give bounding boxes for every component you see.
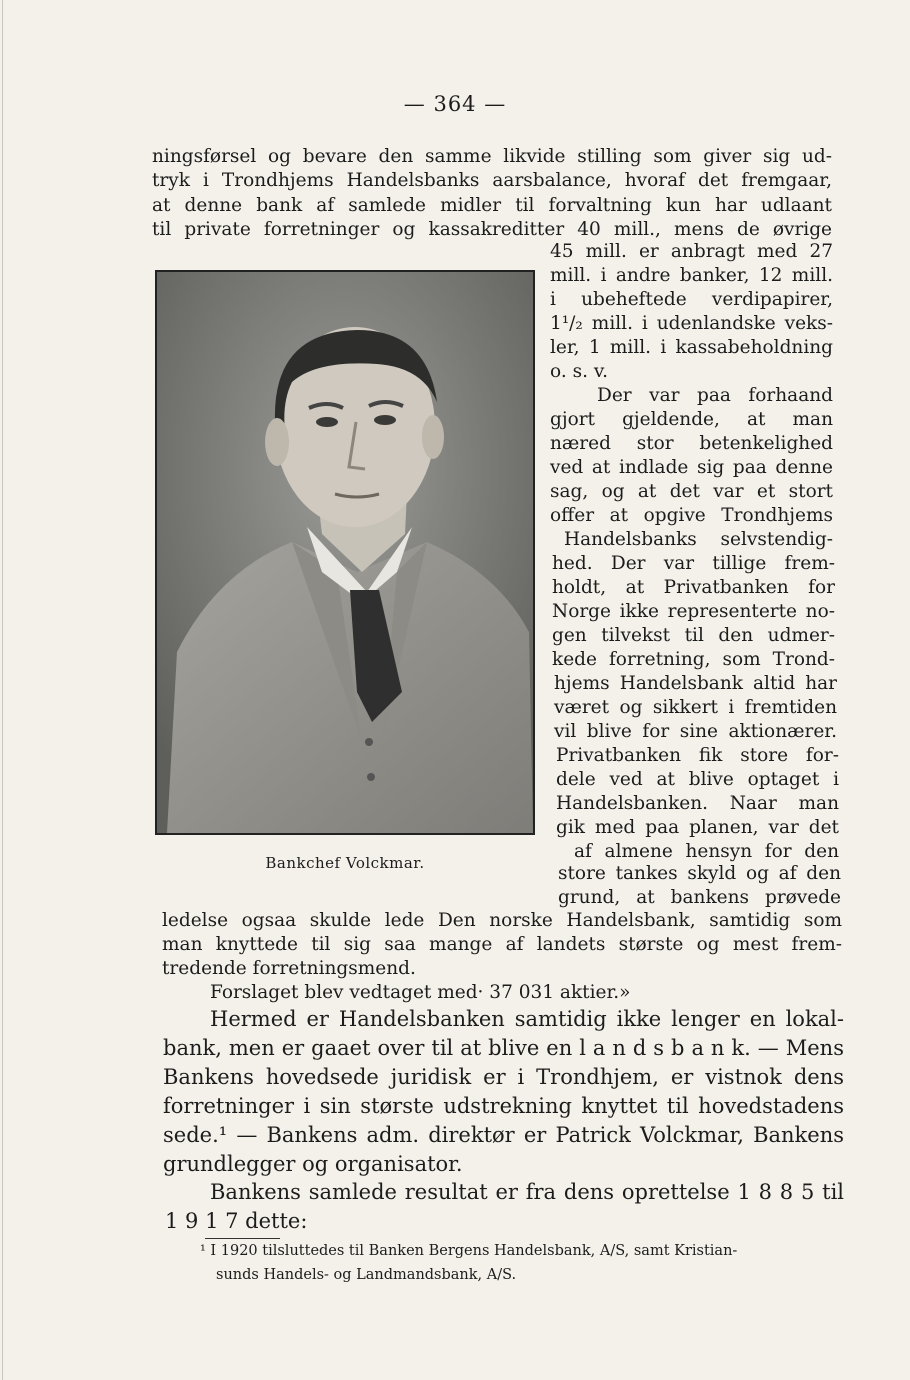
body-line: Hermed er Handelsbanken samtidig ikke lenger en lokal-	[210, 1007, 844, 1031]
paragraph-line: ledelse ogsaa skulde lede Den norske Handelsbank, samtidig som	[162, 910, 842, 931]
side-line: næred stor betenkelighed	[550, 433, 833, 454]
side-line: hjems Handelsbank altid har	[554, 673, 837, 694]
side-line: af almene hensyn for den	[574, 841, 839, 862]
portrait-photo	[155, 270, 535, 835]
side-line: holdt, at Privatbanken for	[552, 577, 835, 598]
side-line: været og sikkert i fremtiden	[554, 697, 837, 718]
side-line: gik med paa planen, var det	[556, 817, 839, 838]
side-line: 1¹/₂ mill. i udenlandske veks-	[550, 313, 833, 334]
side-line: offer at opgive Trondhjems	[550, 505, 833, 526]
side-line: ved at indlade sig paa denne	[550, 457, 833, 478]
side-line: 45 mill. er anbragt med 27	[550, 241, 833, 262]
side-line: i ubeheftede verdipapirer,	[550, 289, 833, 310]
body-line: 1 9 1 7 dette:	[165, 1209, 308, 1233]
vote-line: Forslaget blev vedtaget med· 37 031 aktier.»	[210, 982, 631, 1003]
paragraph-line: tredende forretningsmend.	[162, 958, 416, 979]
paragraph-line: man knyttede til sig saa mange af landets største og mest frem-	[162, 934, 842, 955]
body-line: bank, men er gaaet over til at blive en l a n d s b a n k. — Mens	[163, 1036, 844, 1060]
body-line: forretninger i sin største udstrekning knyttet til hovedstadens	[163, 1094, 844, 1118]
side-line: hed. Der var tillige frem-	[552, 553, 835, 574]
portrait-illustration	[157, 272, 533, 833]
intro-line: ningsførsel og bevare den samme likvide stilling som giver sig ud-	[152, 146, 832, 167]
side-line: o. s. v.	[550, 361, 608, 382]
body-line: grundlegger og organisator.	[163, 1152, 463, 1176]
side-line: Norge ikke representerte no-	[552, 601, 835, 622]
side-line: Privatbanken fik store for-	[556, 745, 839, 766]
side-line: mill. i andre banker, 12 mill.	[550, 265, 833, 286]
side-line: kede forretning, som Trond-	[552, 649, 835, 670]
footnote-line: ¹ I 1920 tilsluttedes til Banken Bergens Handelsbank, A/S, samt Kristian-	[200, 1243, 738, 1259]
side-line: ler, 1 mill. i kassabeholdning	[550, 337, 833, 358]
side-line: Der var paa forhaand	[597, 385, 833, 406]
side-line: grund, at bankens prøvede	[558, 887, 841, 908]
intro-line: tryk i Trondhjems Handelsbanks aarsbalance, hvoraf det fremgaar,	[152, 170, 832, 191]
side-line: gen tilvekst til den udmer-	[552, 625, 835, 646]
side-line: store tankes skyld og af den	[558, 863, 841, 884]
side-line: vil blive for sine aktionærer.	[554, 721, 837, 742]
side-line: Handelsbanks selvstendig-	[564, 529, 833, 550]
side-line: sag, og at det var et stort	[550, 481, 833, 502]
intro-line: til private forretninger og kassakreditter 40 mill., mens de øvrige	[152, 219, 832, 240]
side-line: dele ved at blive optaget i	[556, 769, 839, 790]
body-line: sede.¹ — Bankens adm. direktør er Patrick Volckmar, Bankens	[163, 1123, 844, 1147]
footnote-line: sunds Handels- og Landmandsbank, A/S.	[216, 1267, 517, 1283]
side-line: Handelsbanken. Naar man	[556, 793, 839, 814]
intro-line: at denne bank af samlede midler til forvaltning kun har udlaant	[152, 195, 832, 216]
body-line: Bankens samlede resultat er fra dens oprettelse 1 8 8 5 til	[210, 1180, 844, 1204]
page-number: — 364 —	[403, 92, 507, 116]
side-line: gjort gjeldende, at man	[550, 409, 833, 430]
body-line: Bankens hovedsede juridisk er i Trondhjem, er vistnok dens	[163, 1065, 844, 1089]
page-edge	[2, 0, 3, 1380]
footnote-rule	[205, 1238, 280, 1239]
photo-caption: Bankchef Volckmar.	[265, 854, 425, 872]
